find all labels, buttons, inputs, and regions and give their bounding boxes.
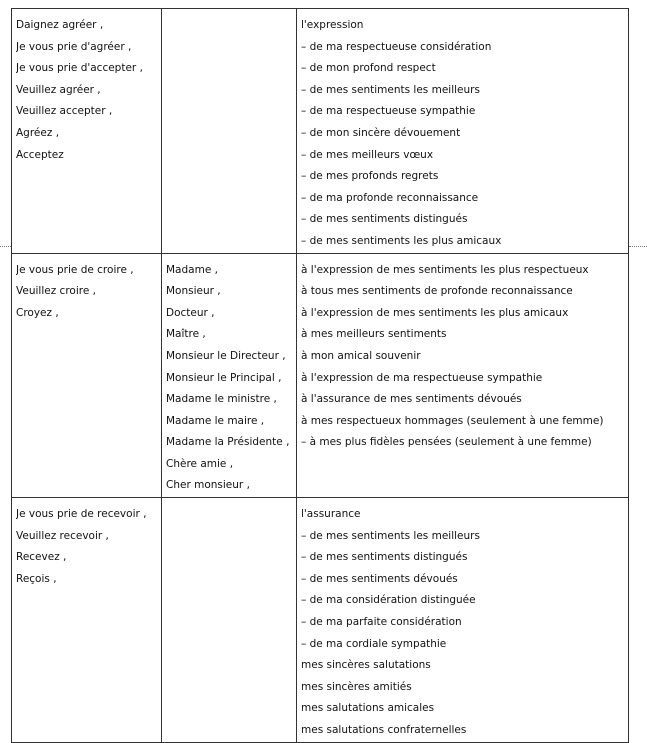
addressee-line: Docteur , (166, 306, 215, 319)
closing-line: à tous mes sentiments de profonde reconnaissance (301, 285, 573, 298)
closing-line: à mes meilleurs sentiments (301, 328, 447, 341)
closing-line: – de ma considération distinguée (301, 594, 476, 607)
section-row-1 (12, 9, 629, 254)
closing-line: – de mes sentiments dévoués (301, 572, 458, 585)
closing-line: mes salutations amicales (301, 702, 435, 715)
closing-line: – de mes meilleurs vœux (301, 148, 434, 161)
addressee-line: Cher monsieur , (166, 479, 250, 492)
opener-line: Je vous prie d'agréer , (16, 40, 132, 53)
closing-line: – de ma respectueuse sympathie (301, 105, 476, 118)
closing-line: – à mes plus fidèles pensées (seulement à une femme) (301, 436, 592, 449)
addressee-line: Madame la Présidente , (166, 436, 290, 449)
closing-line: mes sincères salutations (301, 659, 431, 672)
addressees-cell (162, 498, 297, 743)
closing-line: – de mes sentiments les meilleurs (301, 83, 480, 96)
addressee-line: Madame , (166, 263, 218, 276)
opener-line: Veuillez agréer , (16, 83, 101, 96)
closing-line: l'assurance (301, 508, 361, 521)
addressee-line: Chère amie , (166, 457, 234, 470)
openers-cell (12, 498, 162, 743)
addressee-line: Monsieur le Principal , (166, 371, 282, 384)
section-row-2 (12, 253, 629, 498)
opener-line: Agréez , (16, 126, 60, 139)
closing-line: – de ma cordiale sympathie (301, 637, 447, 650)
openers-cell (12, 9, 162, 254)
opener-line: Reçois , (16, 572, 57, 585)
closing-line: – de mes sentiments les meilleurs (301, 529, 480, 542)
closing-line: – de mes sentiments distingués (301, 551, 468, 564)
opener-line: Croyez , (16, 306, 59, 319)
closing-line: – de ma respectueuse considération (301, 40, 492, 53)
closing-line: à mes respectueux hommages (seulement à une femme) (301, 414, 604, 427)
addressee-line: Maître , (166, 328, 206, 341)
opener-line: Daignez agréer , (16, 19, 104, 31)
addressee-line: Madame le ministre , (166, 393, 277, 406)
dotted-rule-left (0, 246, 11, 247)
dotted-rule-right (629, 246, 647, 247)
closing-line: à mon amical souvenir (301, 349, 421, 362)
addressees-cell (162, 253, 297, 498)
opener-line: Veuillez accepter , (16, 105, 113, 118)
closing-line: – de mon profond respect (301, 62, 436, 75)
opener-line: Acceptez (16, 148, 64, 161)
closings-cell (297, 498, 629, 743)
closing-line: à l'expression de mes sentiments les plus respectueux (301, 263, 589, 276)
addressee-line: Madame le maire , (166, 414, 265, 427)
closing-line: – de mon sincère dévouement (301, 126, 461, 139)
opener-line: Je vous prie de recevoir , (16, 508, 147, 521)
closing-line: – de mes sentiments les plus amicaux (301, 234, 502, 247)
closing-line: – de ma profonde reconnaissance (301, 191, 479, 204)
closings-cell (297, 253, 629, 498)
closing-line: à l'expression de mes sentiments les plus amicaux (301, 306, 569, 319)
closings-cell (297, 9, 629, 254)
section-row-3 (12, 498, 629, 743)
addressees-cell (162, 9, 297, 254)
closing-line: – de ma parfaite considération (301, 616, 462, 629)
opener-line: Je vous prie d'accepter , (16, 62, 143, 75)
openers-cell (12, 253, 162, 498)
closing-line: à l'assurance de mes sentiments dévoués (301, 393, 522, 406)
opener-line: Je vous prie de croire , (16, 263, 134, 276)
closing-line: mes salutations confraternelles (301, 724, 467, 736)
closing-line: l'expression (301, 19, 364, 31)
letter-closings-table (11, 8, 629, 743)
opener-line: Veuillez croire , (16, 285, 96, 298)
opener-line: Recevez , (16, 551, 67, 564)
closing-line: – de mes profonds regrets (301, 170, 439, 183)
closing-line: mes sincères amitiés (301, 680, 412, 693)
addressee-line: Monsieur le Directeur , (166, 349, 286, 362)
addressee-line: Monsieur , (166, 285, 221, 298)
opener-line: Veuillez recevoir , (16, 529, 109, 542)
closing-line: à l'expression de ma respectueuse sympathie (301, 371, 543, 384)
closing-line: – de mes sentiments distingués (301, 213, 468, 226)
